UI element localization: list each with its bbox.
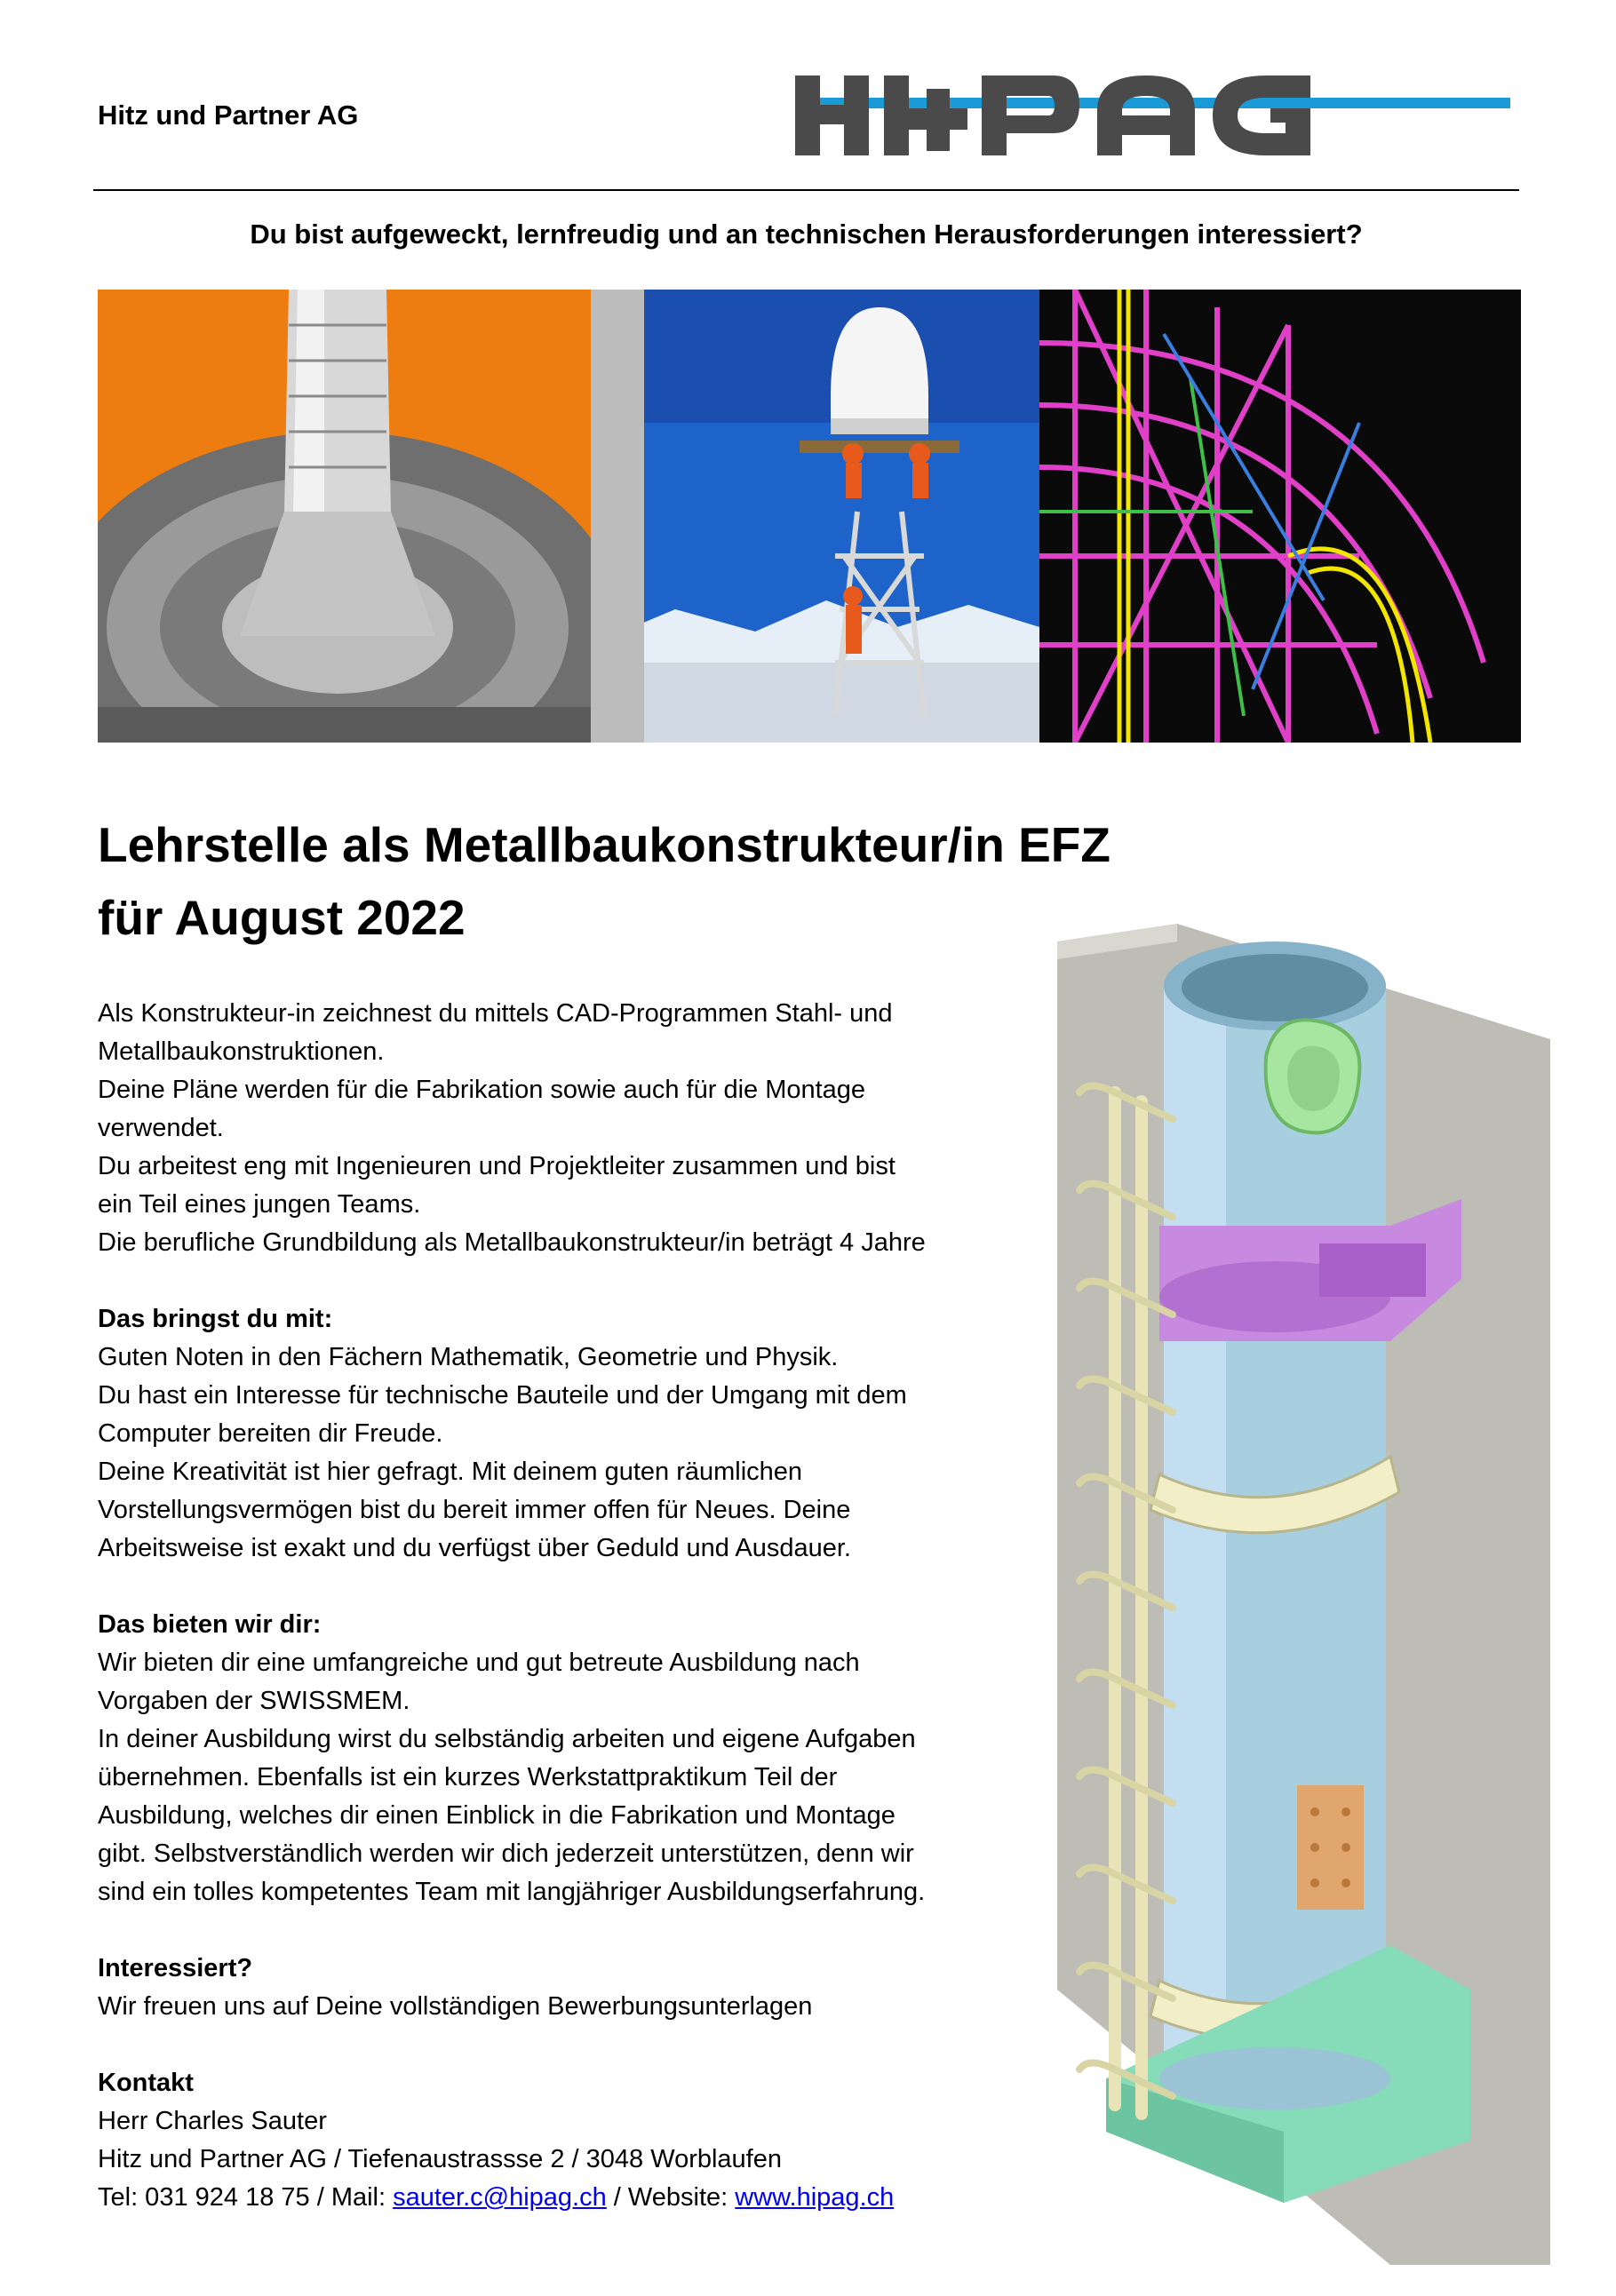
page-title: [98, 808, 1111, 954]
cad-column-drawing: [1053, 924, 1550, 2265]
header-divider: [93, 189, 1519, 191]
website-prefix: / Website:: [606, 2183, 736, 2212]
job-description: [98, 995, 1039, 2217]
contact-heading: Kontakt: [98, 2069, 194, 2097]
contact-tel: Tel: 031 924 18 75 / Mail:: [98, 2183, 394, 2212]
photo-radar: [591, 290, 1039, 743]
intro-line: Die berufliche Grundbildung als Metallbaukonstrukteur/in beträgt 4 Jahre: [98, 1228, 926, 1257]
interest-heading: Interessiert?: [98, 1954, 253, 1982]
offer-line: Wir bieten dir eine umfangreiche und gut betreute Ausbildung nach: [98, 1649, 860, 1677]
offer-line: Vorgaben der SWISSMEM.: [98, 1687, 410, 1715]
intro-line: Deine Pläne werden für die Fabrikation sowie auch für die Montage: [98, 1076, 866, 1104]
photo-strip: [98, 290, 1521, 743]
website-link[interactable]: www.hipag.ch: [735, 2183, 895, 2212]
contact-name: Herr Charles Sauter: [98, 2107, 327, 2135]
intro-line: ein Teil eines jungen Teams.: [98, 1190, 421, 1219]
bring-heading: Das bringst du mit:: [98, 1305, 333, 1333]
intro-line: verwendet.: [98, 1114, 224, 1142]
offer-line: übernehmen. Ebenfalls ist ein kurzes Werkstattpraktikum Teil der: [98, 1763, 838, 1792]
bring-line: Deine Kreativität ist hier gefragt. Mit deinem guten räumlichen: [98, 1458, 803, 1486]
bring-line: Computer bereiten dir Freude.: [98, 1419, 443, 1448]
title-line-1: Lehrstelle als Metallbaukonstrukteur/in EFZ: [98, 817, 1111, 872]
interest-line: Wir freuen uns auf Deine vollständigen Bewerbungsunterlagen: [98, 1992, 813, 2021]
intro-line: Du arbeitest eng mit Ingenieuren und Projektleiter zusammen und bist: [98, 1152, 896, 1180]
photo-tower: [98, 290, 622, 743]
hipag-logo: [795, 71, 1510, 160]
intro-line: Metallbaukonstruktionen.: [98, 1037, 385, 1066]
offer-line: sind ein tolles kompetentes Team mit langjähriger Ausbildungserfahrung.: [98, 1878, 926, 1906]
bring-line: Du hast ein Interesse für technische Bauteile und der Umgang mit dem: [98, 1381, 907, 1410]
title-line-2: für August 2022: [98, 890, 466, 945]
intro-line: Als Konstrukteur-in zeichnest du mittels CAD-Programmen Stahl- und: [98, 999, 893, 1028]
bring-line: Arbeitsweise ist exakt und du verfügst über Geduld und Ausdauer.: [98, 1534, 851, 1562]
offer-heading: Das bieten wir dir:: [98, 1610, 322, 1639]
offer-line: Ausbildung, welches dir einen Einblick in die Fabrikation und Montage: [98, 1801, 896, 1830]
company-name: Hitz und Partner AG: [98, 99, 359, 131]
email-link[interactable]: sauter.c@hipag.ch: [393, 2183, 607, 2212]
photo-cad-structure: [1039, 290, 1521, 743]
contact-address: Hitz und Partner AG / Tiefenaustrassse 2 / 3048 Worblaufen: [98, 2145, 783, 2173]
bring-line: Guten Noten in den Fächern Mathematik, Geometrie und Physik.: [98, 1343, 839, 1371]
contact-line: [98, 2179, 1039, 2217]
offer-line: In deiner Ausbildung wirst du selbständig arbeiten und eigene Aufgaben: [98, 1725, 916, 1753]
tagline: Du bist aufgeweckt, lernfreudig und an technischen Herausforderungen interessiert?: [250, 218, 1363, 250]
bring-line: Vorstellungsvermögen bist du bereit immer offen für Neues. Deine: [98, 1496, 851, 1524]
offer-line: gibt. Selbstverständlich werden wir dich jederzeit unterstützen, denn wir: [98, 1839, 914, 1868]
